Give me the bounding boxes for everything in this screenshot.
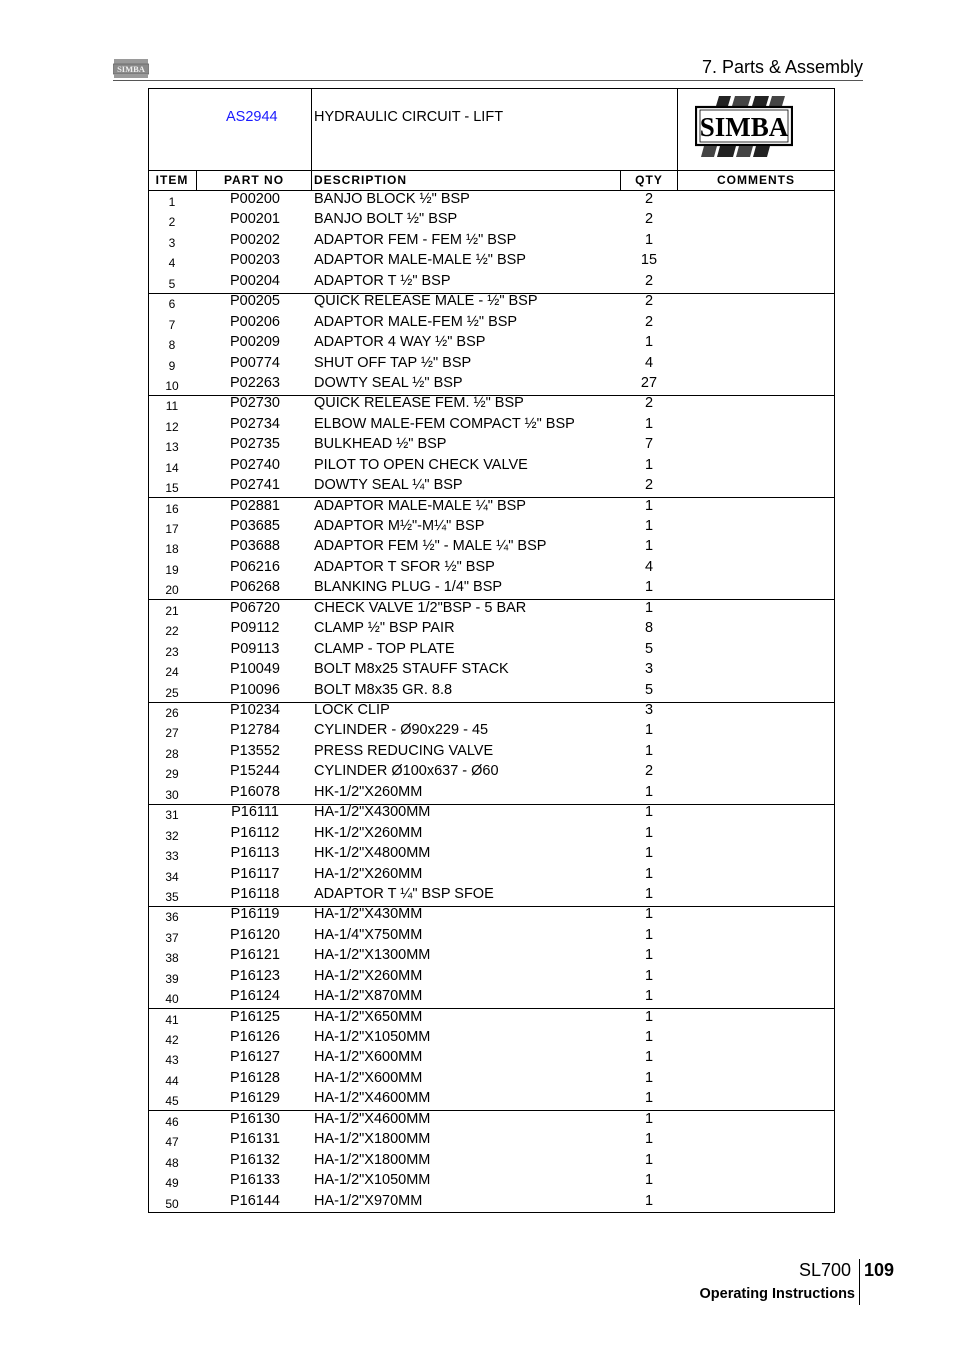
item-number: 12 [165,419,179,434]
item-number: 7 [168,317,176,332]
part-number: P16128 [230,1069,280,1086]
part-number: P13552 [230,742,280,759]
item-number: 26 [165,706,179,720]
part-number: P16112 [230,824,280,841]
part-quantity: 1 [644,1151,654,1168]
table-row [149,1069,834,1089]
part-description: HA-1/2"X1050MM [314,1029,431,1046]
table-row [149,354,834,374]
title-divider-right [677,88,678,171]
item-number: 25 [165,685,179,700]
part-number: P16118 [230,885,280,902]
item-number: 35 [165,889,179,904]
part-description: HA-1/2"X600MM [314,1049,423,1066]
part-description: HA-1/4"X750MM [314,926,423,943]
part-number: P16078 [230,783,280,800]
assembly-code: AS2944 [226,109,278,125]
part-number: P00203 [230,252,280,269]
table-row [149,1171,834,1191]
item-number: 32 [165,828,179,843]
part-quantity: 2 [644,293,654,310]
part-description: BOLT M8x35 GR. 8.8 [314,681,453,698]
part-number: P00201 [230,211,280,228]
col-header-description: DESCRIPTION [314,173,408,187]
part-description: BOLT M8x25 STAUFF STACK [314,661,509,678]
table-row [149,721,834,741]
header-divider [113,80,863,81]
part-number: P02263 [230,374,280,391]
model-name: SL700 [799,1260,852,1280]
part-description: ADAPTOR FEM ½" - MALE ¼" BSP [314,538,547,555]
part-description: CLAMP - TOP PLATE [314,640,455,657]
item-number: 30 [165,787,179,802]
table-row [149,578,834,598]
part-number: P00204 [230,272,280,289]
part-quantity: 1 [644,885,654,902]
table-row [149,1048,834,1068]
part-quantity: 4 [644,354,654,371]
part-number: P16133 [230,1172,280,1189]
part-number: P16125 [230,1008,280,1025]
item-number: 4 [168,256,176,271]
part-quantity: 1 [644,1110,654,1127]
part-number: P00209 [230,334,280,351]
part-description: ADAPTOR 4 WAY ½" BSP [314,334,486,351]
table-row [149,844,834,864]
table-row [149,701,834,721]
part-quantity: 1 [644,947,654,964]
table-row [149,681,834,701]
part-description: SHUT OFF TAP ½" BSP [314,354,472,371]
part-quantity: 1 [644,742,654,759]
part-description: ADAPTOR MALE-MALE ½" BSP [314,252,526,269]
assembly-title: HYDRAULIC CIRCUIT - LIFT [314,109,504,125]
part-quantity: 1 [644,1172,654,1189]
part-number: P03688 [230,538,280,555]
item-number: 31 [165,808,179,823]
table-row [149,599,834,619]
table-row [149,333,834,353]
part-quantity: 2 [644,477,654,494]
part-quantity: 1 [644,865,654,882]
part-quantity: 1 [644,845,654,862]
part-description: ADAPTOR MALE-FEM ½" BSP [314,313,518,330]
part-number: P16132 [230,1151,280,1168]
part-description: HA-1/2"X870MM [314,988,423,1005]
table-row [149,394,834,414]
part-quantity: 8 [644,620,654,637]
item-number: 5 [168,276,176,291]
table-row [149,865,834,885]
part-number: P00202 [230,231,280,248]
part-quantity: 2 [644,211,654,228]
table-row [149,210,834,230]
item-number: 10 [165,378,179,393]
part-description: ADAPTOR T SFOR ½" BSP [314,558,495,575]
part-description: ADAPTOR MALE-MALE ¼" BSP [314,497,526,514]
table-row [149,640,834,660]
part-quantity: 1 [644,1090,654,1107]
part-number: P15244 [230,763,280,780]
part-quantity: 1 [644,599,654,616]
col-header-part-no: PART NO [223,173,285,187]
part-quantity: 7 [644,436,654,453]
part-description: HA-1/2"X1050MM [314,1172,431,1189]
table-row [149,517,834,537]
part-number: P02735 [230,436,280,453]
page-number: 109 [864,1260,895,1280]
item-number: 39 [165,971,179,986]
part-description: ADAPTOR M½"-M¼" BSP [314,518,485,535]
part-quantity: 27 [640,374,658,391]
simba-small-logo-icon [113,59,149,78]
item-number: 38 [165,951,179,966]
part-quantity: 1 [644,1192,654,1209]
part-number: P16123 [230,967,280,984]
part-description: ELBOW MALE-FEM COMPACT ½" BSP [314,415,575,432]
part-number: P09112 [230,620,280,637]
part-quantity: 2 [644,395,654,412]
part-description: DOWTY SEAL ½" BSP [314,374,463,391]
part-quantity: 1 [644,518,654,535]
part-quantity: 15 [640,252,658,269]
item-number: 23 [165,644,179,659]
table-row [149,619,834,639]
table-row [149,415,834,435]
part-quantity: 1 [644,456,654,473]
item-number: 1 [168,195,176,209]
item-number: 47 [165,1135,179,1150]
item-number: 33 [165,849,179,864]
item-number: 22 [165,624,179,639]
part-description: HK-1/2"X260MM [314,824,423,841]
simba-brand-logo-icon [695,96,793,158]
part-description: HA-1/2"X1800MM [314,1151,431,1168]
item-number: 24 [165,665,179,680]
table-row [149,660,834,680]
item-number: 15 [165,481,179,496]
table-row [149,190,834,210]
table-row [149,497,834,517]
part-quantity: 4 [644,558,654,575]
part-description: CYLINDER - Ø90x229 - 45 [314,722,489,739]
part-number: P00774 [230,354,280,371]
part-number: P00206 [230,313,280,330]
part-number: P16120 [230,926,280,943]
part-number: P16113 [230,845,280,862]
part-number: P00205 [230,293,280,310]
part-description: CHECK VALVE 1/2"BSP - 5 BAR [314,599,527,616]
part-description: QUICK RELEASE MALE - ½" BSP [314,293,538,310]
part-description: HA-1/2"X260MM [314,865,423,882]
part-description: HK-1/2"X4800MM [314,845,431,862]
part-quantity: 1 [644,824,654,841]
item-number: 9 [168,358,176,373]
part-quantity: 1 [644,415,654,432]
col-header-item: ITEM [155,173,189,187]
part-description: HA-1/2"X4300MM [314,804,431,821]
part-description: ADAPTOR FEM - FEM ½" BSP [314,231,517,248]
part-description: HA-1/2"X430MM [314,906,423,923]
part-description: ADAPTOR T ¼" BSP SFOE [314,885,494,902]
part-quantity: 1 [644,334,654,351]
item-number: 34 [165,869,179,884]
part-quantity: 1 [644,497,654,514]
part-number: P16117 [230,865,280,882]
part-number: P16131 [230,1131,280,1148]
part-number: P16127 [230,1049,280,1066]
table-row [149,1192,834,1212]
item-number: 11 [165,399,179,414]
small-logo-text: SIMBA [117,64,145,75]
table-row [149,967,834,987]
part-number: P16126 [230,1029,280,1046]
brand-logo-text: SIMBA [699,112,789,142]
title-divider-left [311,88,312,171]
table-row [149,1151,834,1171]
part-description: PRESS REDUCING VALVE [314,742,494,759]
part-quantity: 3 [644,661,654,678]
part-number: P12784 [230,722,280,739]
part-number: P10096 [230,681,280,698]
part-description: HA-1/2"X4600MM [314,1110,431,1127]
part-number: P06268 [230,579,280,596]
part-quantity: 1 [644,1131,654,1148]
item-number: 49 [165,1176,179,1191]
part-quantity: 5 [644,640,654,657]
part-number: P06720 [230,599,280,616]
part-quantity: 5 [644,681,654,698]
part-quantity: 1 [644,231,654,248]
part-quantity: 3 [644,702,654,718]
part-description: HA-1/2"X970MM [314,1192,423,1209]
part-quantity: 1 [644,967,654,984]
part-quantity: 2 [644,272,654,289]
part-number: P06216 [230,558,280,575]
item-number: 48 [165,1155,179,1170]
part-description: PILOT TO OPEN CHECK VALVE [314,456,528,473]
table-row [149,824,834,844]
part-description: HA-1/2"X260MM [314,967,423,984]
item-number: 42 [165,1033,179,1048]
part-description: BANJO BLOCK ½" BSP [314,191,470,207]
part-quantity: 1 [644,1029,654,1046]
item-number: 43 [165,1053,179,1068]
table-row [149,476,834,496]
item-number: 6 [168,297,176,312]
item-number: 50 [165,1196,179,1211]
part-number: P02740 [230,456,280,473]
col-header-comments: COMMENTS [717,173,795,187]
item-number: 46 [165,1114,179,1129]
part-description: ADAPTOR T ½" BSP [314,272,451,289]
item-number: 45 [165,1094,179,1109]
part-description: LOCK CLIP [314,702,390,718]
item-number: 3 [168,235,176,250]
part-quantity: 2 [644,313,654,330]
table-row [149,783,834,803]
item-number: 41 [165,1012,179,1027]
table-row [149,762,834,782]
part-description: HA-1/2"X4600MM [314,1090,431,1107]
table-row [149,1028,834,1048]
item-number: 36 [165,910,179,925]
part-quantity: 1 [644,783,654,800]
part-description: QUICK RELEASE FEM. ½" BSP [314,395,524,412]
table-row [149,313,834,333]
part-number: P02734 [230,415,280,432]
part-number: P16121 [230,947,280,964]
table-row [149,885,834,905]
part-number: P16119 [230,906,280,923]
footer-divider [859,1259,860,1305]
item-number: 17 [165,522,179,537]
part-quantity: 2 [644,763,654,780]
part-number: P10049 [230,661,280,678]
item-number: 8 [168,338,176,353]
table-row [149,456,834,476]
part-number: P16144 [230,1192,280,1209]
table-row [149,803,834,823]
table-row [149,742,834,762]
part-number: P10234 [230,702,280,718]
item-number: 28 [165,746,179,761]
table-row [149,435,834,455]
part-quantity: 1 [644,1069,654,1086]
item-number: 16 [165,501,179,516]
table-row [149,251,834,271]
table-row [149,1110,834,1130]
table-row [149,537,834,557]
item-number: 20 [165,583,179,598]
part-quantity: 1 [644,722,654,739]
part-description: HA-1/2"X1300MM [314,947,431,964]
col-header-qty: QTY [635,173,663,187]
item-number: 2 [168,215,176,230]
part-number: P16124 [230,988,280,1005]
table-row [149,926,834,946]
item-number: 40 [165,992,179,1007]
part-description: BULKHEAD ½" BSP [314,436,447,453]
part-description: HA-1/2"X1800MM [314,1131,431,1148]
part-quantity: 1 [644,1049,654,1066]
part-number: P03685 [230,518,280,535]
part-number: P16111 [231,804,279,821]
table-row [149,272,834,292]
part-description: CLAMP ½" BSP PAIR [314,620,455,637]
part-description: HK-1/2"X260MM [314,783,423,800]
item-number: 18 [165,542,179,557]
table-row [149,1008,834,1028]
part-description: HA-1/2"X650MM [314,1008,423,1025]
section-title: 7. Parts & Assembly [701,57,863,77]
part-description: DOWTY SEAL ¼" BSP [314,477,463,494]
table-row [149,1089,834,1109]
item-number: 13 [165,440,179,455]
part-number: P16130 [230,1110,280,1127]
item-number: 44 [165,1073,179,1088]
part-number: P02741 [230,477,280,494]
item-number: 14 [165,460,179,475]
table-row [149,1130,834,1150]
part-number: P00200 [230,191,280,207]
part-quantity: 1 [644,926,654,943]
table-row [149,558,834,578]
part-description: BANJO BOLT ½" BSP [314,211,458,228]
item-number: 29 [165,767,179,782]
footer-subtitle: Operating Instructions [699,1286,855,1302]
part-number: P09113 [230,640,280,657]
table-row [149,946,834,966]
table-row [149,292,834,312]
part-quantity: 1 [644,579,654,596]
part-quantity: 1 [644,538,654,555]
part-number: P02730 [230,395,280,412]
item-number: 19 [165,562,179,577]
col-divider-part [311,170,312,190]
item-number: 37 [165,930,179,945]
part-number: P16129 [230,1090,280,1107]
table-row [149,374,834,394]
table-row [149,905,834,925]
part-description: HA-1/2"X600MM [314,1069,423,1086]
item-number: 27 [165,726,179,741]
part-quantity: 1 [644,1008,654,1025]
part-quantity: 1 [644,988,654,1005]
item-number: 21 [165,603,179,618]
part-number: P02881 [230,497,280,514]
part-quantity: 1 [644,804,654,821]
part-description: CYLINDER Ø100x637 - Ø60 [314,763,499,780]
part-quantity: 2 [644,191,654,207]
header-row-top [148,170,835,171]
table-row [149,987,834,1007]
part-description: BLANKING PLUG - 1/4" BSP [314,579,503,596]
part-quantity: 1 [644,906,654,923]
table-row [149,231,834,251]
